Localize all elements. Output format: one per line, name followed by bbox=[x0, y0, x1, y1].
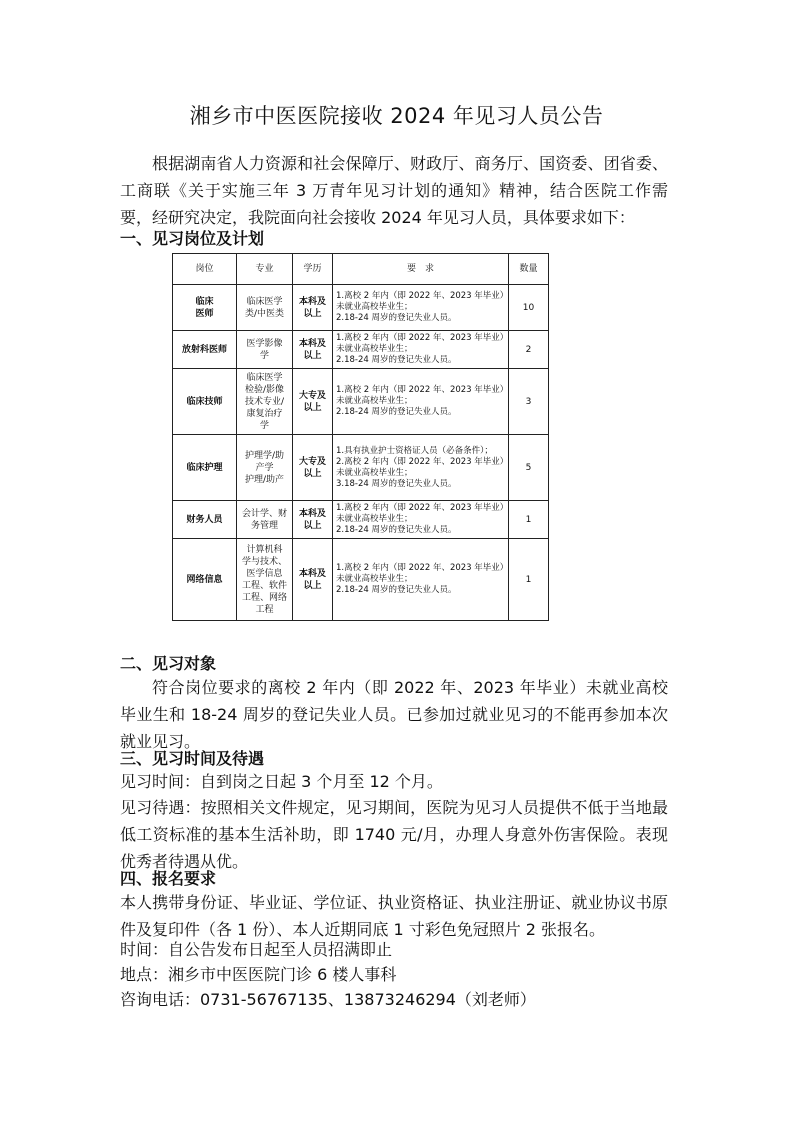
internship-time-text: 见习时间：自到岗之日起 3 个月至 12 个月。 bbox=[120, 772, 443, 791]
positions-table bbox=[172, 253, 549, 621]
cell-major-text: 会计学、财 务管理 bbox=[241, 508, 287, 531]
cell-post-text: 临床护理 bbox=[186, 462, 223, 473]
requirement-line: 2.18-24 周岁的登记失业人员。 bbox=[336, 313, 457, 323]
table-row bbox=[173, 369, 549, 435]
cell-post bbox=[173, 369, 237, 435]
cell-education-text: 本科及 以上 bbox=[298, 338, 326, 361]
eligibility-text: 符合岗位要求的离校 2 年内（即 2022 年、2023 年毕业）未就业高校毕业生和 18-24 周岁的登记失业人员。已参加过就业见习的不能再参加本次就业见习。 bbox=[120, 678, 668, 751]
section-heading-3: 三、见习时间及待遇 bbox=[120, 749, 265, 768]
cell-major-text: 医学影像 学 bbox=[246, 338, 283, 361]
page-title: 湘乡市中医医院接收 2024 年见习人员公告 bbox=[189, 104, 604, 128]
cell-requirements bbox=[333, 435, 509, 501]
requirement-line: 2.18-24 周岁的登记失业人员。 bbox=[336, 407, 457, 417]
cell-quantity bbox=[509, 331, 549, 369]
cell-major bbox=[237, 435, 293, 501]
cell-education-text: 本科及 以上 bbox=[298, 568, 326, 591]
table-row bbox=[173, 285, 549, 331]
cell-quantity-text: 1 bbox=[525, 574, 532, 585]
requirement-line: 3.18-24 周岁的登记失业人员。 bbox=[336, 478, 457, 489]
cell-post bbox=[173, 539, 237, 621]
intro-paragraph: 根据湖南省人力资源和社会保障厅、财政厅、商务厅、国资委、团省委、工商联《关于实施三年 3 万青年见习计划的通知》精神，结合医院工作需要，经研究决定，我院面向社会接收 2024 年见习人员，具体要求如下： bbox=[120, 154, 668, 227]
cell-education bbox=[293, 369, 333, 435]
requirement-line: 2.18-24 周岁的登记失业人员。 bbox=[336, 525, 457, 535]
cell-post bbox=[173, 501, 237, 539]
header-post: 岗位 bbox=[173, 254, 237, 285]
registration-place: 地点：湘乡市中医医院门诊 6 楼人事科 bbox=[120, 965, 397, 984]
cell-requirements bbox=[333, 369, 509, 435]
cell-education bbox=[293, 285, 333, 331]
cell-post-text: 临床技师 bbox=[186, 396, 223, 407]
requirement-line: 1.离校 2 年内（即 2022 年、2023 年毕业）未就业高校毕业生； bbox=[336, 333, 505, 354]
requirement-line: 2.18-24 周岁的登记失业人员。 bbox=[336, 355, 457, 365]
cell-quantity-text: 10 bbox=[522, 302, 535, 313]
internship-pay-text: 见习待遇：按照相关文件规定，见习期间，医院为见习人员提供不低于当地最低工资标准的基本生活补助，即 1740 元/月，办理人身意外伤害保险。表现优秀者待遇从优。 bbox=[120, 798, 668, 871]
requirement-line: 1.离校 2 年内（即 2022 年、2023 年毕业）未就业高校毕业生； bbox=[336, 563, 505, 584]
section-heading-2: 二、见习对象 bbox=[120, 654, 217, 673]
requirement-line: 1.离校 2 年内（即 2022 年、2023 年毕业）未就业高校毕业生； bbox=[336, 291, 505, 312]
cell-education-text: 本科及 以上 bbox=[298, 508, 326, 531]
header-quantity: 数量 bbox=[509, 254, 549, 285]
table-row bbox=[173, 501, 549, 539]
cell-major-text: 计算机科 学与技术、 医学信息 工程、软件 工程、网络 工程 bbox=[241, 544, 287, 615]
requirement-line: 1.离校 2 年内（即 2022 年、2023 年毕业）未就业高校毕业生； bbox=[336, 385, 505, 406]
cell-education bbox=[293, 331, 333, 369]
cell-post-text: 网络信息 bbox=[186, 574, 223, 585]
registration-text: 本人携带身份证、毕业证、学位证、执业资格证、执业注册证、就业协议书原件及复印件（各 1 份）、本人近期同底 1 寸彩色免冠照片 2 张报名。 bbox=[120, 893, 668, 939]
cell-education-text: 大专及 以上 bbox=[298, 456, 326, 479]
cell-quantity bbox=[509, 435, 549, 501]
header-education: 学历 bbox=[293, 254, 333, 285]
registration-time: 时间：自公告发布日起至人员招满即止 bbox=[120, 940, 393, 959]
requirement-line: 2.18-24 周岁的登记失业人员。 bbox=[336, 585, 457, 595]
requirement-line: 2.离校 2 年内（即 2022 年、2023 年毕业）未就业高校毕业生； bbox=[336, 456, 505, 478]
cell-post bbox=[173, 285, 237, 331]
cell-post-text: 放射科医师 bbox=[181, 344, 227, 355]
cell-post-text: 临床 医师 bbox=[195, 296, 214, 319]
cell-quantity-text: 1 bbox=[525, 514, 532, 525]
cell-major bbox=[237, 539, 293, 621]
table-header-row bbox=[173, 254, 549, 285]
cell-major bbox=[237, 501, 293, 539]
cell-education bbox=[293, 435, 333, 501]
table-row bbox=[173, 539, 549, 621]
cell-requirements bbox=[333, 501, 509, 539]
contact-phone: 咨询电话：0731-56767135、13873246294（刘老师） bbox=[120, 990, 536, 1009]
cell-education-text: 本科及 以上 bbox=[298, 296, 326, 319]
cell-major-text: 临床医学 类/中医类 bbox=[244, 296, 285, 319]
cell-requirements bbox=[333, 285, 509, 331]
cell-major-text: 护理学/助 产学 护理/助产 bbox=[244, 450, 285, 485]
cell-requirements bbox=[333, 331, 509, 369]
header-requirements: 要 求 bbox=[333, 254, 509, 285]
cell-major bbox=[237, 331, 293, 369]
cell-post bbox=[173, 331, 237, 369]
cell-education bbox=[293, 501, 333, 539]
cell-quantity-text: 5 bbox=[525, 462, 532, 473]
table-row bbox=[173, 331, 549, 369]
cell-post-text: 财务人员 bbox=[186, 514, 223, 525]
section-heading-4: 四、报名要求 bbox=[120, 869, 217, 888]
cell-quantity bbox=[509, 285, 549, 331]
cell-quantity bbox=[509, 501, 549, 539]
cell-major bbox=[237, 369, 293, 435]
table-body bbox=[173, 285, 549, 621]
header-major: 专业 bbox=[237, 254, 293, 285]
section-heading-1: 一、见习岗位及计划 bbox=[120, 229, 265, 248]
requirement-line: 1.离校 2 年内（即 2022 年、2023 年毕业）未就业高校毕业生； bbox=[336, 503, 505, 524]
cell-education-text: 大专及 以上 bbox=[298, 390, 326, 413]
cell-quantity-text: 2 bbox=[525, 344, 532, 355]
cell-major-text: 临床医学 检验/影像 技术专业/ 康复治疗 学 bbox=[244, 372, 285, 431]
requirement-line: 1.具有执业护士资格证人员（必备条件）； bbox=[336, 445, 493, 456]
cell-requirements bbox=[333, 539, 509, 621]
cell-quantity bbox=[509, 369, 549, 435]
table-row bbox=[173, 435, 549, 501]
cell-post bbox=[173, 435, 237, 501]
cell-quantity-text: 3 bbox=[525, 396, 532, 407]
cell-quantity bbox=[509, 539, 549, 621]
cell-major bbox=[237, 285, 293, 331]
cell-education bbox=[293, 539, 333, 621]
